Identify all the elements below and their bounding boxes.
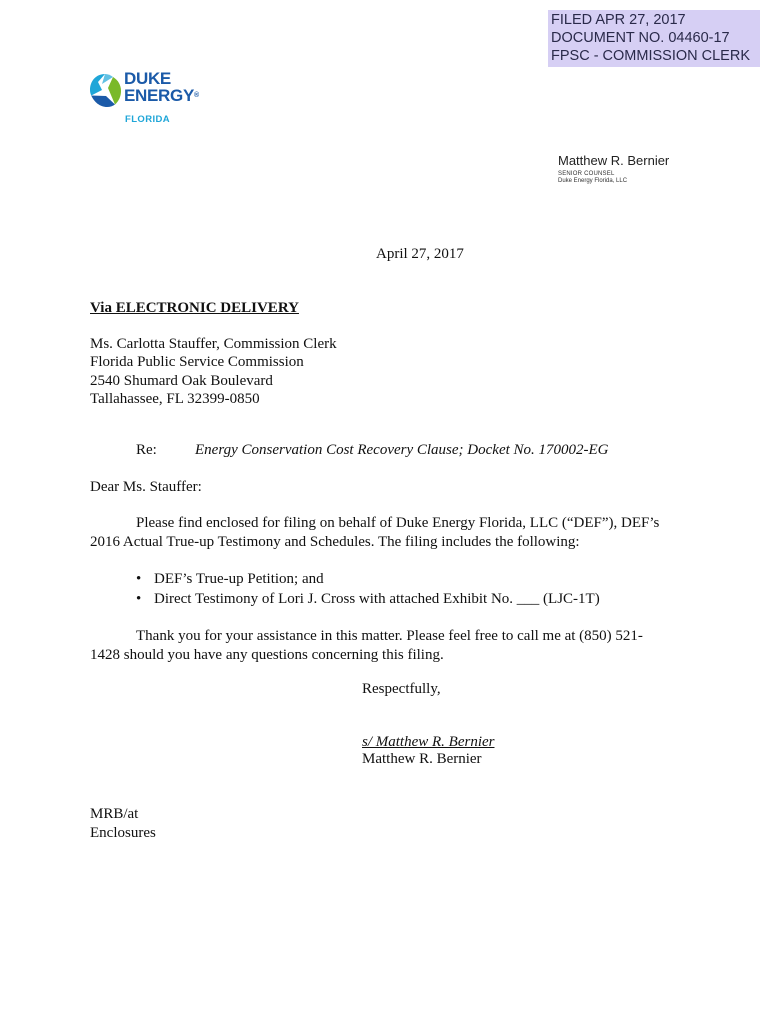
reference-initials: MRB/at [90, 806, 139, 822]
re-label: Re: [136, 442, 157, 458]
address-line: Ms. Carlotta Stauffer, Commission Clerk [90, 336, 337, 352]
address-line: Tallahassee, FL 32399-0850 [90, 390, 260, 407]
logo-word-duke: DUKE [124, 69, 171, 88]
signer-name: Matthew R. Bernier [362, 751, 482, 767]
enclosure-list [136, 569, 600, 609]
address-line: Florida Public Service Commission [90, 354, 304, 371]
address-line: 2540 Shumard Oak Boulevard [90, 372, 273, 389]
body-paragraph-intro: Please find enclosed for filing on behalf of Duke Energy Florida, LLC (“DEF”), DEF’s 2016 Actual True-up Testimony and Schedules. The filing includes the following: [90, 515, 660, 550]
re-subject: Energy Conservation Cost Recovery Clause; Docket No. 170002-EG [195, 442, 609, 458]
stamp-document-number: DOCUMENT NO. 04460-17 [551, 30, 730, 46]
sender-name: Matthew R. Bernier [558, 153, 670, 168]
sender-organization: Duke Energy Florida, LLC [558, 178, 628, 184]
logo-region: FLORIDA [125, 114, 171, 125]
logo-word-energy: ENERGY [124, 86, 194, 105]
recipient-address [90, 335, 337, 408]
company-logo [88, 68, 218, 128]
closing: Respectfully, [362, 681, 441, 697]
sender-block [558, 153, 669, 184]
salutation: Dear Ms. Stauffer: [90, 479, 202, 495]
registered-mark: ® [194, 92, 199, 99]
sender-title: SENIOR COUNSEL [558, 171, 615, 177]
stamp-filed-date: FILED APR 27, 2017 [551, 12, 686, 28]
stamp-clerk: FPSC - COMMISSION CLERK [551, 48, 750, 64]
delivery-method: Via ELECTRONIC DELIVERY [90, 300, 299, 316]
letter-date: April 27, 2017 [376, 246, 464, 262]
enclosures-note: Enclosures [90, 824, 156, 841]
enclosure-list-item: • DEF’s True-up Petition; and [136, 569, 600, 589]
filing-stamp [548, 10, 760, 67]
reference-initials-block [90, 805, 156, 842]
body-paragraph-thanks: Thank you for your assistance in this matter. Please feel free to call me at (850) 521-1428 should you have any questions concerning this filing. [90, 628, 643, 663]
logo-wordmark [124, 70, 199, 104]
enclosure-list-item: • Direct Testimony of Lori J. Cross with attached Exhibit No. ___ (LJC-1T) [136, 589, 600, 609]
duke-energy-logo-icon [88, 72, 122, 110]
electronic-signature: s/ Matthew R. Bernier [362, 734, 495, 750]
